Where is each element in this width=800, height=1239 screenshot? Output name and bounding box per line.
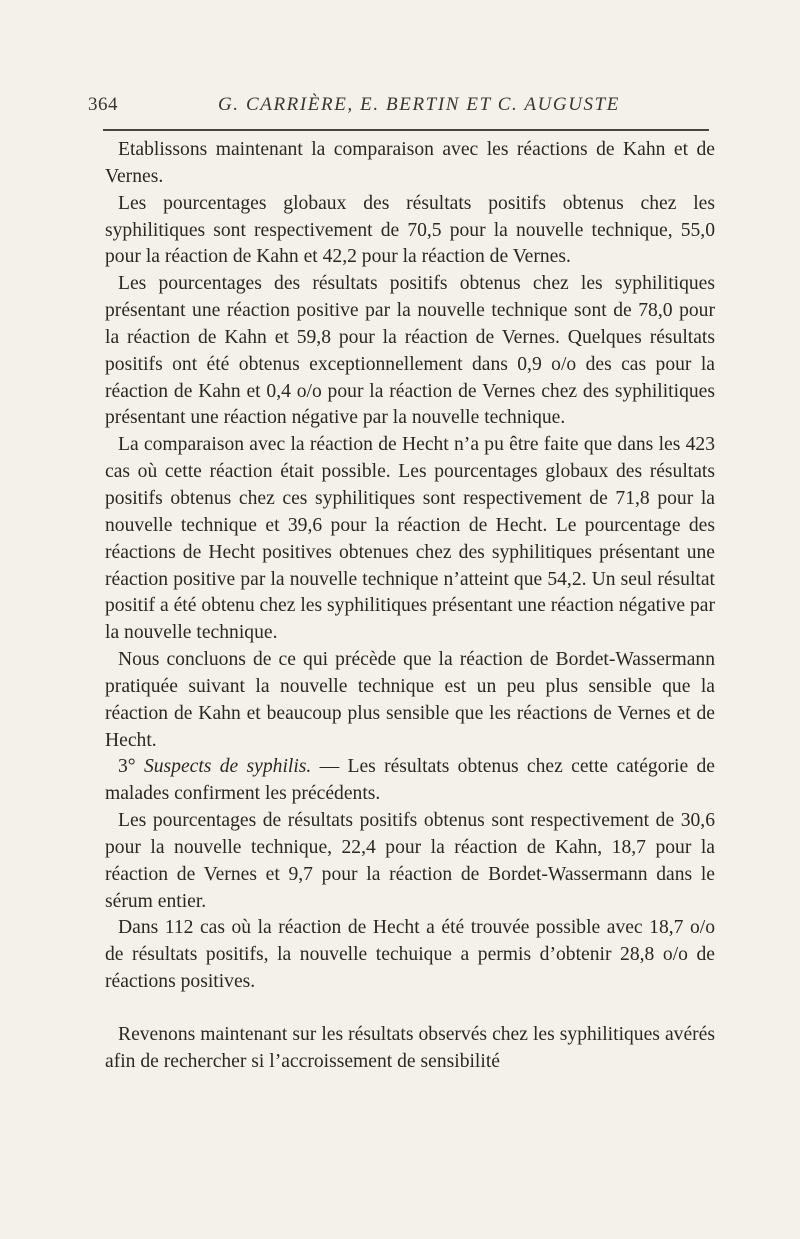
- section-intro-text: — Les résultats obtenus chez cette catégorie de malades confirment les précédents.: [105, 756, 715, 805]
- paragraph-hecht-comparison: La comparaison avec la réaction de Hecht n’a pu être faite que dans les 423 cas où cette réaction était possible. Les pourcentages globaux des résultats positifs obtenus chez ces syphilitiques sont respectivement de 71,8 pour la nouvelle technique et 39,6 pour la réaction de Hecht. Le pourcentage des réactions de Hecht positives obtenues chez des syphilitiques présentant une réaction positive par la nouvelle technique n’atteint que 54,2. Un seul résultat positif a été obtenu chez les syphilitiques présentant une réaction négative par la nouvelle technique.: [105, 434, 715, 644]
- paragraph-comparison-intro: Etablissons maintenant la comparaison avec les réactions de Kahn et de Vernes.: [105, 139, 715, 187]
- section-number: 3°: [118, 756, 136, 778]
- page-number: 364: [88, 94, 118, 115]
- paragraph-hecht-suspects: Dans 112 cas où la réaction de Hecht a été trouvée possible avec 18,7 o/o de résultats positifs, la nouvelle techuique a permis d’obtenir 28,8 o/o de réactions positives.: [105, 917, 715, 993]
- paragraph-global-percentages: Les pourcentages globaux des résultats positifs obtenus chez les syphilitiques sont respectivement de 70,5 pour la nouvelle technique, 55,0 pour la réaction de Kahn et 42,2 pour la réaction de Vernes.: [105, 192, 715, 268]
- paragraph-section-3: [105, 754, 715, 808]
- header-rule: [103, 129, 709, 131]
- section-heading: Suspects de syphilis.: [143, 756, 312, 778]
- page-header: [88, 94, 710, 118]
- paragraph-kahn-vernes-percentages: Les pourcentages des résultats positifs obtenus chez les syphilitiques présentant une réaction positive par la nouvelle technique sont de 78,0 pour la réaction de Kahn et 59,8 pour la réaction de Vernes. Quelques résultats positifs ont été obtenus exceptionnellement dans 0,9 o/o des cas pour la réaction de Kahn et 0,4 o/o pour la réaction de Vernes chez des syphilitiques présentant une réaction négative par la nouvelle technique.: [105, 273, 715, 429]
- running-title: G. CARRIÈRE, E. BERTIN ET C. AUGUSTE: [217, 94, 621, 115]
- body-text: [105, 137, 715, 1076]
- paragraph-suspects-percentages: Les pourcentages de résultats positifs obtenus sont respectivement de 30,6 pour la nouvelle technique, 22,4 pour la réaction de Kahn, 18,7 pour la réaction de Vernes et 9,7 pour la réaction de Bordet-Wassermann dans le sérum entier.: [105, 810, 715, 912]
- paragraph-conclusion: Nous concluons de ce qui précède que la réaction de Bordet-Wassermann pratiquée suivant la nouvelle technique est un peu plus sensible que la réaction de Kahn et beaucoup plus sensible que les réactions de Vernes et de Hecht.: [105, 649, 715, 751]
- paragraph-return-syphilitics: Revenons maintenant sur les résultats observés chez les syphilitiques avérés afin de rechercher si l’accroissement de sensibilité: [105, 1024, 715, 1072]
